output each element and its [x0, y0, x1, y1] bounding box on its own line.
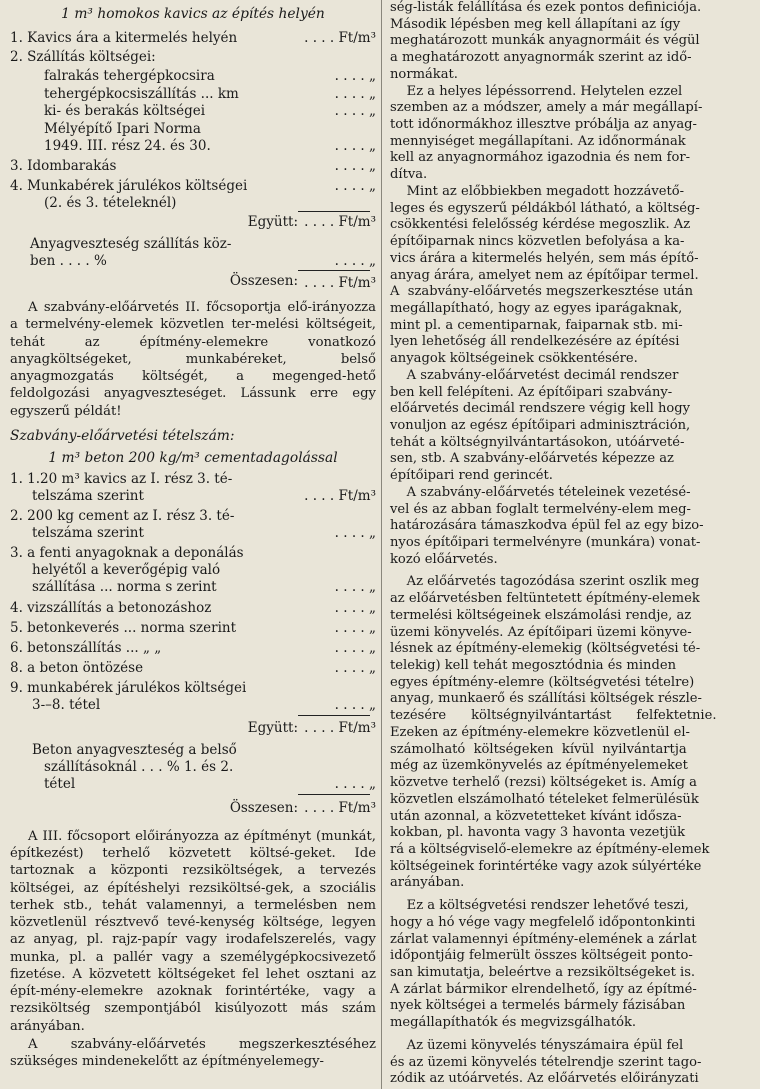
table-row: 4. vizszállítás a betonozáshoz . . . . „ — [10, 599, 376, 616]
text-line: közvetve terhelő (rezsi) költségeket is. Amíg a — [390, 775, 697, 791]
text-line: még az üzemkönyvelés az építményelemeket — [390, 758, 688, 774]
text-line: vonuljon az egész építőipari adminisztráción, — [390, 417, 691, 433]
text-line: kozó előárvetés. — [390, 551, 498, 567]
text-line: szemben az a módszer, amely a már megállapí- — [390, 100, 703, 116]
text-line: ség-listák felállítása és ezek pontos definiciója. — [390, 0, 702, 15]
table-row: 1. Kavics ára a kitermelés helyén . . . . Ft/m³ — [10, 30, 376, 46]
table-row: 1. 1.20 m³ kavics az I. rész 3. té- telszáma szerint . . . . Ft/m³ — [10, 470, 376, 504]
paragraph: A szabvány-előárvetés II. főcsoportja elő-irányozza a termelvény-elemek közvetlen ter-melési költségeit, tehát az építmény-elemekre vonatkozó anyagköltségeket, munkabéreket, belső anyagmozgatás költségét, a megenged-hető feldolgozási anyagveszteséget. Lássunk erre egy egyszerű példát! — [10, 300, 376, 419]
text-line: san kimutatja, beleértve a rezsiköltségeket is. — [390, 964, 696, 980]
text-line: csökkentési felelősség kérdése megoszlik. Az — [390, 217, 691, 233]
heading-concrete: 1 m³ beton 200 kg/m³ cementadagolással — [48, 449, 338, 466]
table-row: 3. Idombarakás . . . . „ — [10, 158, 376, 174]
text-line: vics árára a kitermelés helyén, sem más építő- — [390, 250, 699, 266]
text-line: mennyiséget megállapítani. Az időnormának — [390, 133, 686, 149]
text-line: közvetlen elszámolható tételeket felmerülésük — [390, 791, 699, 807]
text-line: számolható költségeken kívül nyilvántartja — [390, 741, 687, 757]
text-line: ben kell felépíteni. Az építőipari szabvány- — [390, 384, 673, 400]
heading-gravel: 1 m³ homokos kavics az építés helyén — [61, 6, 325, 22]
text-line: Az üzemi könyvelés tényszámaira épül fel — [390, 1037, 684, 1053]
subtotal-row: Együtt: . . . . Ft/m³ — [247, 719, 376, 736]
table-row: 8. a beton öntözése . . . . „ — [10, 659, 376, 676]
total-row: Összesen: . . . . Ft/m³ — [229, 273, 376, 291]
table-row: tehergépkocsiszállítás ... km . . . . „ — [44, 85, 376, 102]
table-row: 2. 200 kg cement az I. rész 3. té- telszáma szerint . . . . „ — [10, 507, 376, 541]
text-line: vel és az abban foglalt termelvény-elem meg- — [390, 501, 691, 517]
text-line: A szabvány-előárvetés megszerkesztése után — [390, 284, 694, 300]
table-row: 6. betonszállítás ... „ „ . . . . „ — [10, 639, 376, 656]
text-line: határozására támaszkodva épül fel az egy bizo- — [390, 518, 704, 534]
table-row: 2. Szállítás költségei: — [10, 49, 156, 65]
text-line: megállapítható, hogy az egyes iparágaknak, — [390, 300, 683, 316]
sum-rule — [298, 715, 370, 716]
text-line: Ezeken az építmény-elemekre közvetlenül el- — [390, 724, 690, 740]
gravel-cost-table — [10, 30, 376, 295]
text-line: Második lépésben meg kell állapítani az így — [390, 16, 681, 32]
table-row: ki- és berakás költségei . . . . „ — [44, 103, 376, 119]
table-row: 9. munkabérek járulékos költségei 3-–8. tétel . . . . „ — [10, 680, 376, 718]
column-divider — [381, 0, 382, 1089]
loss-row: Beton anyagveszteség a belső szállításoknál . . . % 1. és 2. tétel . . . . „ — [10, 742, 376, 798]
right-column — [390, 0, 752, 1088]
text-line: előárvetés decimál rendszere végig kell hogy — [390, 401, 691, 417]
text-line: egyes építmény-elemre (költségvetési tételre) — [390, 674, 695, 690]
text-line: után azonnal, a közvetetteket kívánt idősza- — [390, 808, 682, 824]
concrete-cost-table — [10, 471, 376, 822]
paragraph: A III. főcsoport előirányozza az építményt (munkát, építkezést) terhelő közvetett költsé-geket. Ide tartoznak a központi rezsiköltségek, a tervezés költségei, az építéshelyi rezsiköltsé-gek, a szociális terhek stb., tehát valamennyi, a termelésben nem közvetlenül résztvevő tevé-kenység költsége, legyen az anyag, pl. rajz-papír vagy irodafelszerelés, vagy munka, pl. a pallér vagy a személygépkocsivezető fizetése. A közvetett költségeket fel lehet osztani az épít-mény-elemekre azoknak forintértéke, vagy a rezsiköltség szempontjából kisúlyozott más szám arányában. — [10, 828, 376, 1034]
paragraph: A szabvány-előárvetés megszerkesztéséhez szükséges mindenekelőtt az építményelemegy- — [10, 1036, 376, 1069]
text-line: zódik az utóárvetés. Az előárvetés előirányzati — [390, 1071, 699, 1087]
sum-rule — [298, 211, 370, 212]
text-line: építőiparnak nincs közvetlen befolyása a ka- — [390, 234, 685, 250]
text-line: költségeinek forintértéke vagy azok súlyértéke — [390, 858, 702, 874]
table-row: 5. betonkeverés ... norma szerint . . . . „ — [10, 619, 376, 636]
subtotal-row: Együtt: . . . . Ft/m³ — [247, 214, 376, 230]
text-line: arányában. — [390, 875, 465, 891]
text-line: nyos építőipari termelvényre (munkára) vonat- — [390, 535, 701, 550]
text-line: tehát a költségnyilvántartásokon, utóárveté- — [390, 434, 685, 450]
table-row: falrakás tehergépkocsira . . . . „ — [44, 68, 376, 84]
text-line: A szabvány-előárvetést decimál rendszer — [390, 367, 679, 383]
text-line: tott időnormákhoz illesztve próbálja az anyag- — [390, 117, 697, 133]
text-line: meghatározott munkák anyagnormáit és végül — [390, 33, 700, 49]
text-line: hogy a hó vége vagy megfelelő időpontonkinti — [390, 914, 696, 930]
loss-row: Anyagveszteség szállítás köz- ben . . . . % . . . . „ — [30, 236, 376, 269]
text-line: dítva. — [390, 167, 428, 183]
sum-rule — [298, 270, 370, 271]
text-line: üzemi könyvelés. Az építőipari üzemi könyve- — [390, 624, 692, 640]
text-line: leges és egyszerű példákból látható, a költség- — [390, 200, 700, 216]
table-row: Mélyépítő Ipari Norma — [44, 120, 201, 137]
text-line: anyagok költségeinek csökkentésére. — [390, 351, 638, 367]
text-line: építőipari rend gerincét. — [390, 468, 553, 484]
text-line: Mint az előbbiekben megadott hozzávető- — [390, 183, 685, 199]
text-line: Az előárvetés tagozódása szerint oszlik meg — [390, 574, 700, 590]
right-column-text — [390, 0, 752, 1088]
table-row: 3. a fenti anyagoknak a deponálás helyétől a keverőgépig való szállítása ... norma s zerint . . . . „ — [10, 544, 376, 595]
text-line: sen, stb. A szabvány-előárvetés képezze az — [390, 451, 674, 467]
text-line: Ez a költségvetési rendszer lehetővé teszi, — [390, 898, 689, 914]
text-line: kell az anyagnormához igazodnia és nem for- — [390, 150, 691, 166]
text-line: rá a költségviselő-elemekre az építmény-elemek — [390, 841, 710, 857]
text-line: időpontjáig felmerült összes költségeit ponto- — [390, 948, 693, 964]
text-line: a meghatározott anyagnormák szerint az idő- — [390, 50, 692, 66]
table-row: 4. Munkabérek járulékos költségei (2. és 3. tételeknél) . . . . „ — [10, 178, 376, 211]
sum-rule — [298, 794, 370, 795]
total-row: Összesen: . . . . Ft/m³ — [229, 799, 376, 816]
text-line: mint pl. a cementiparnak, faiparnak stb. mi- — [390, 317, 683, 333]
text-line: nyek költségei a termelés bármely fázisában — [390, 998, 686, 1014]
text-line: zárlat valamennyi építmény-elemének a zárlat — [390, 931, 697, 947]
text-line: és az üzemi könyvelés tételrendje szerint tago- — [390, 1054, 702, 1070]
text-line: normákat. — [390, 66, 458, 82]
subheading: Szabvány-előárvetési tételszám: — [10, 427, 235, 444]
text-line: az előárvetésben feltüntetett építmény-elemek — [390, 591, 700, 607]
text-line: lésnek az építmény-elemekig (költségvetési té- — [390, 641, 701, 657]
text-line: telekig) kell tehát megosztódnia és minden — [390, 658, 677, 674]
text-line: termelési költségeinek elszámolási rendje, az — [390, 607, 692, 623]
text-line: anyag, munkaerő és szállítási költségek részle- — [390, 691, 702, 707]
text-line: megállapíthatók és megvizsgálhatók. — [390, 1015, 637, 1031]
text-line: A szabvány-előárvetés tételeinek vezetésé- — [390, 484, 691, 500]
text-line: anyag árára, amelyet nem az építőipar termel. — [390, 267, 699, 283]
text-line: kokban, pl. havonta vagy 3 havonta vezetjük — [390, 825, 686, 841]
table-row: 1949. III. rész 24. és 30. . . . . „ — [44, 138, 376, 154]
left-column — [10, 0, 376, 1070]
text-line: lyen lehetőség áll rendelkezésére az építési — [390, 334, 680, 350]
text-line: tezésére költségnyilvántartást felfektetnie. — [390, 708, 717, 724]
text-line: Ez a helyes lépéssorrend. Helytelen ezzel — [390, 83, 683, 99]
text-line: A zárlat bármikor elrendelhető, így az építmé- — [390, 981, 697, 997]
